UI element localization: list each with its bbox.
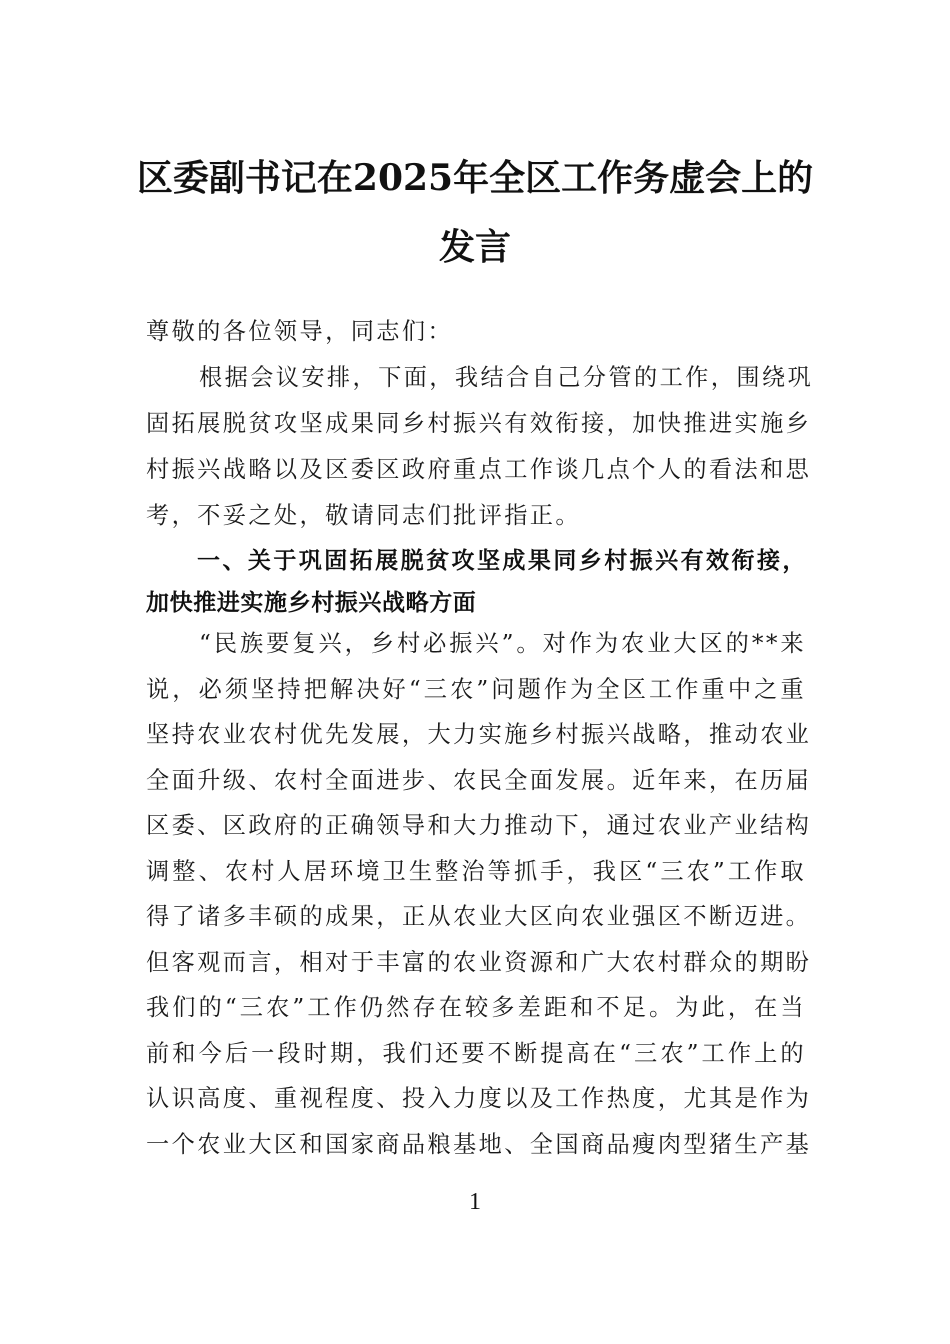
- body-line: 说，必须坚持把解决好“三农”问题作为全区工作重中之重: [146, 676, 806, 703]
- section-heading-line: 加快推进实施乡村振兴战略方面: [146, 590, 477, 616]
- document-title-line-2: 发言: [438, 226, 511, 268]
- body-line: 我们的“三农”工作仍然存在较多差距和不足。为此，在当: [146, 994, 806, 1021]
- section-heading-line: 一、关于巩固拓展脱贫攻坚成果同乡村振兴有效衔接，: [197, 548, 806, 574]
- intro-line: 固拓展脱贫攻坚成果同乡村振兴有效衔接，加快推进实施乡: [146, 410, 812, 437]
- body-line: 一个农业大区和国家商品粮基地、全国商品瘦肉型猪生产基: [146, 1131, 812, 1158]
- body-line: 得了诸多丰硕的成果，正从农业大区向农业强区不断迈进。: [146, 903, 812, 930]
- body-line: 前和今后一段时期，我们还要不断提高在“三农”工作上的: [146, 1040, 806, 1067]
- intro-line: 根据会议安排，下面，我结合自己分管的工作，围绕巩: [199, 364, 814, 391]
- body-line: 但客观而言，相对于丰富的农业资源和广大农村群众的期盼: [146, 949, 812, 976]
- body-line: 调整、农村人居环境卫生整治等抓手，我区“三农”工作取: [146, 858, 806, 885]
- body-line: 坚持农业农村优先发展，大力实施乡村振兴战略，推动农业: [146, 721, 812, 748]
- body-line: “民族要复兴，乡村必振兴”。对作为农业大区的**来: [199, 630, 806, 657]
- body-line: 认识高度、重视程度、投入力度以及工作热度，尤其是作为: [146, 1085, 812, 1112]
- intro-line: 村振兴战略以及区委区政府重点工作谈几点个人的看法和思: [146, 456, 812, 483]
- document-title-line-1: 区委副书记在2025年全区工作务虚会上的: [136, 157, 814, 199]
- body-line: 区委、区政府的正确领导和大力推动下，通过农业产业结构: [146, 812, 812, 839]
- intro-line: 考，不妥之处，敬请同志们批评指正。: [146, 502, 581, 529]
- salutation: 尊敬的各位领导，同志们：: [146, 318, 454, 345]
- body-line: 全面升级、农村全面进步、农民全面发展。近年来，在历届: [146, 767, 812, 794]
- page-number: 1: [469, 1189, 481, 1215]
